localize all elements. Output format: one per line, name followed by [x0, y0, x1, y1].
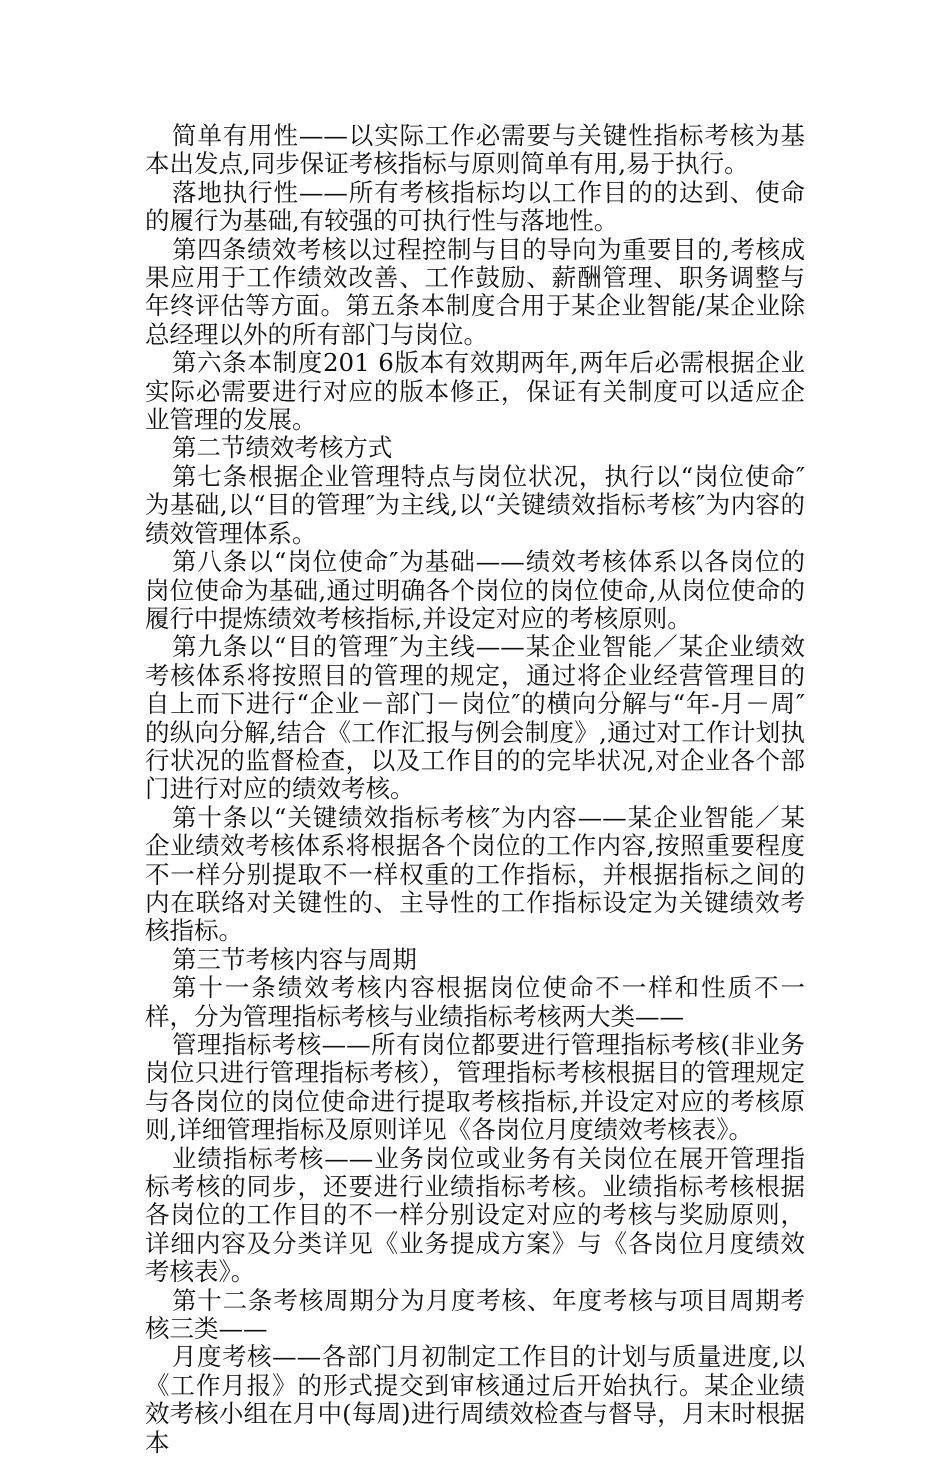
document-page — [145, 122, 805, 1457]
paragraph-article-9: 第九条以“目的管理″为主线——某企业智能／某企业绩效考核体系将按照目的管理的规定，通过将企业经营管理目的自上而下进行“企业－部门－岗位″的横向分解与“年-月－周″的纵向分解,结合《工作汇报与例会制度》,通过对工作计划执行状况的监督检查，以及工作目的的完毕状况,对企业各个部门进行对应的绩效考核。 — [145, 632, 805, 804]
paragraph-article-6: 第六条本制度201 6版本有效期两年,两年后必需根据企业实际必需要进行对应的版本修正，保证有关制度可以适应企业管理的发展。 — [145, 348, 805, 435]
paragraph-monthly-assessment: 月度考核——各部门月初制定工作目的计划与质量进度,以《工作月报》的形式提交到审核通过后开始执行。某企业绩效考核小组在月中(每周)进行周绩效检查与督导，月末时根据本 — [145, 1342, 805, 1457]
section-heading-2: 第二节绩效考核方式 — [171, 433, 393, 463]
paragraph-performance-indicators: 业绩指标考核——业务岗位或业务有关岗位在展开管理指标考核的同步，还要进行业绩指标考核。业绩指标考核根据各岗位的工作目的不一样分别设定对应的考核与奖励原则，详细内容及分类详见《业务提成方案》与《各岗位月度绩效考核表》。 — [145, 1143, 805, 1287]
paragraph-article-11: 第十一条绩效考核内容根据岗位使命不一样和性质不一样，分为管理指标考核与业绩指标考核两大类—— — [145, 973, 805, 1031]
paragraph-management-indicators: 管理指标考核——所有岗位都要进行管理指标考核(非业务岗位只进行管理指标考核），管理指标考核根据目的管理规定与各岗位的岗位使命进行提取考核指标,并设定对应的考核原则,详细管理指标及原则详见《各岗位月度绩效考核表》。 — [145, 1030, 805, 1145]
section-heading-3: 第三节考核内容与周期 — [171, 944, 417, 974]
paragraph-article-7: 第七条根据企业管理特点与岗位状况，执行以“岗位使命″为基础,以“目的管理″为主线,以“关键绩效指标考核″为内容的绩效管理体系。 — [145, 461, 805, 548]
paragraph-article-10: 第十条以“关键绩效指标考核″为内容——某企业智能／某企业绩效考核体系将根据各个岗位的工作内容,按照重要程度不一样分别提取不一样权重的工作指标，并根据指标之间的内在联络对关键性的、主导性的工作指标设定为关键绩效考核指标。 — [145, 802, 805, 946]
paragraph-simple-usefulness: 简单有用性——以实际工作必需要与关键性指标考核为基本出发点,同步保证考核指标与原则简单有用,易于执行。 — [145, 121, 805, 179]
paragraph-article-4-5: 第四条绩效考核以过程控制与目的导向为重要目的,考核成果应用于工作绩效改善、工作鼓励、薪酬管理、职务调整与年终评估等方面。第五条本制度合用于某企业智能/某企业除总经理以外的所有部门与岗位。 — [145, 234, 805, 349]
paragraph-practical-execution: 落地执行性——所有考核指标均以工作目的的达到、使命的履行为基础,有较强的可执行性与落地性。 — [145, 177, 805, 236]
paragraph-article-8: 第八条以“岗位使命″为基础——绩效考核体系以各岗位的岗位使命为基础,通过明确各个岗位的岗位使命,从岗位使命的履行中提炼绩效考核指标,并设定对应的考核原则。 — [145, 547, 805, 633]
paragraph-article-12: 第十二条考核周期分为月度考核、年度考核与项目周期考核三类—— — [145, 1285, 805, 1344]
